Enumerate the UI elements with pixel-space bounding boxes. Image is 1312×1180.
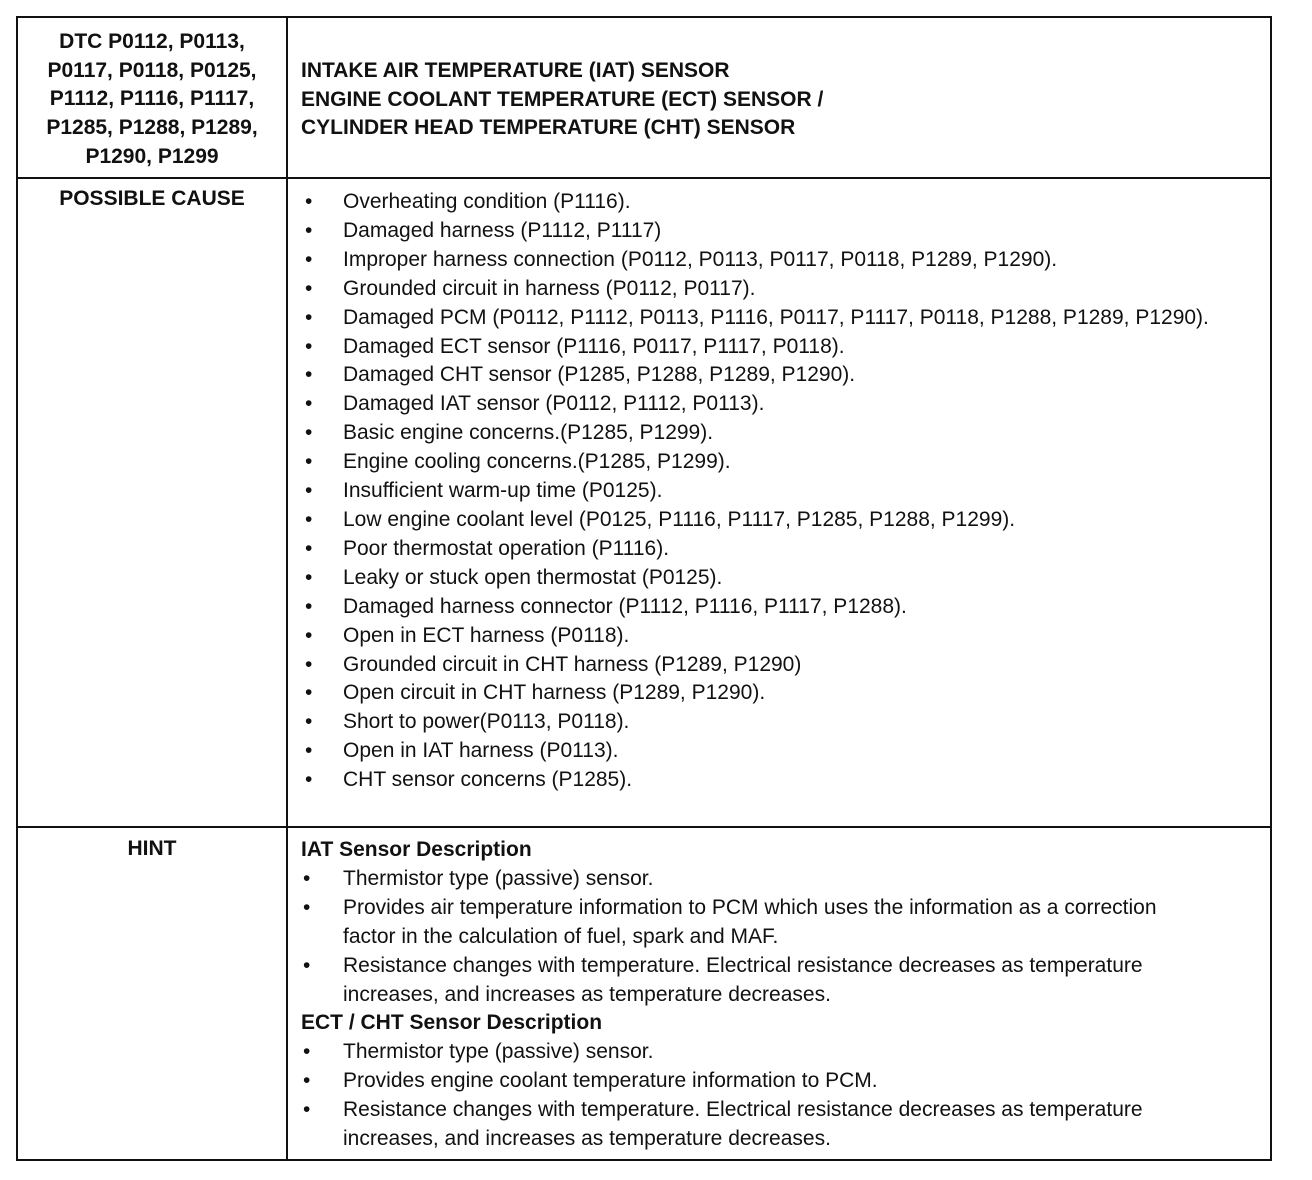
bullet-icon: •	[303, 866, 311, 890]
list-item	[299, 622, 1223, 651]
cause-text: Damaged ECT sensor (P1116, P0117, P1117, P0118).	[343, 334, 845, 358]
bullet-icon: •	[305, 652, 313, 676]
cause-text: Open circuit in CHT harness (P1289, P1290).	[343, 681, 766, 705]
bullet-icon: •	[303, 1040, 311, 1064]
list-item	[299, 304, 1223, 333]
bullet-icon: •	[305, 739, 313, 763]
iat-description-list	[301, 865, 1203, 1010]
hint-text: Resistance changes with temperature. Electrical resistance decreases as temperature increases, and increases as temperature decreases.	[343, 953, 1143, 1006]
list-item	[301, 1067, 1203, 1096]
hint-label: HINT	[127, 837, 177, 860]
hint-text: Provides air temperature information to PCM which uses the information as a correction factor in the calculation of fuel, spark and MAF.	[343, 895, 1157, 948]
dtc-reference-table	[16, 16, 1272, 1161]
bullet-icon: •	[305, 507, 313, 531]
ect-cht-description-heading: ECT / CHT Sensor Description	[301, 1011, 603, 1035]
hint-text: Thermistor type (passive) sensor.	[343, 1040, 654, 1064]
list-item	[299, 651, 1223, 680]
cause-text: Low engine coolant level (P0125, P1116, P1117, P1285, P1288, P1299).	[343, 507, 1016, 531]
list-item	[301, 865, 1203, 894]
bullet-icon: •	[305, 421, 313, 445]
column-divider	[286, 18, 288, 1159]
row-divider-header	[18, 177, 1270, 179]
cause-text: CHT sensor concerns (P1285).	[343, 768, 633, 792]
list-item	[299, 419, 1223, 448]
list-item	[301, 952, 1203, 1010]
list-item	[299, 564, 1223, 593]
bullet-icon: •	[305, 594, 313, 618]
list-item	[299, 275, 1223, 304]
bullet-icon: •	[303, 1069, 311, 1093]
list-item	[299, 246, 1223, 275]
bullet-icon: •	[303, 1098, 311, 1122]
dtc-code-line: P1290, P1299	[85, 144, 219, 168]
dtc-code-line: P1285, P1288, P1289,	[46, 116, 258, 140]
list-item	[301, 1096, 1203, 1154]
list-item	[299, 708, 1223, 737]
bullet-icon: •	[305, 681, 313, 705]
cause-text: Insufficient warm-up time (P0125).	[343, 479, 663, 503]
list-item	[299, 217, 1223, 246]
possible-cause-list	[299, 188, 1223, 795]
title-line: INTAKE AIR TEMPERATURE (IAT) SENSOR	[301, 59, 730, 82]
bullet-icon: •	[305, 190, 313, 213]
list-item	[301, 894, 1203, 952]
list-item	[299, 679, 1223, 708]
list-item	[299, 477, 1223, 506]
list-item	[299, 737, 1223, 766]
hint-text: Thermistor type (passive) sensor.	[343, 866, 654, 890]
title-line: ENGINE COOLANT TEMPERATURE (ECT) SENSOR /	[301, 87, 824, 111]
hint-content	[301, 836, 1203, 1154]
list-item	[299, 535, 1223, 564]
bullet-icon: •	[305, 565, 313, 589]
list-item	[299, 506, 1223, 535]
sensor-title	[301, 57, 823, 143]
cause-text: Overheating condition (P1116).	[343, 190, 631, 213]
cause-text: Damaged CHT sensor (P1285, P1288, P1289, P1290).	[343, 363, 856, 387]
bullet-icon: •	[305, 710, 313, 734]
list-item	[299, 448, 1223, 477]
bullet-icon: •	[303, 895, 311, 919]
dtc-code-line: DTC P0112, P0113,	[59, 30, 245, 53]
cause-text: Grounded circuit in CHT harness (P1289, P1290)	[343, 652, 802, 676]
possible-cause-label: POSSIBLE CAUSE	[59, 187, 245, 210]
cause-text: Engine cooling concerns.(P1285, P1299).	[343, 450, 731, 474]
cause-text: Damaged harness (P1112, P1117)	[343, 218, 662, 242]
bullet-icon: •	[305, 536, 313, 560]
bullet-icon: •	[305, 450, 313, 474]
cause-text: Damaged PCM (P0112, P1112, P0113, P1116, P0117, P1117, P0118, P1288, P1289, P1290).	[343, 305, 1209, 329]
bullet-icon: •	[305, 247, 313, 271]
dtc-code-line: P0117, P0118, P0125,	[47, 58, 257, 82]
list-item	[299, 188, 1223, 217]
bullet-icon: •	[305, 623, 313, 647]
cause-text: Improper harness connection (P0112, P0113, P0117, P0118, P1289, P1290).	[343, 247, 1058, 271]
bullet-icon: •	[305, 768, 313, 792]
cause-text: Open in IAT harness (P0113).	[343, 739, 619, 763]
ect-cht-description-list	[301, 1038, 1203, 1154]
list-item	[299, 766, 1223, 795]
row-divider-cause	[18, 826, 1270, 828]
list-item	[299, 593, 1223, 622]
bullet-icon: •	[303, 953, 311, 977]
bullet-icon: •	[305, 363, 313, 387]
hint-text: Provides engine coolant temperature information to PCM.	[343, 1069, 878, 1093]
cause-text: Damaged IAT sensor (P0112, P1112, P0113).	[343, 392, 765, 416]
bullet-icon: •	[305, 479, 313, 503]
bullet-icon: •	[305, 392, 313, 416]
cause-text: Leaky or stuck open thermostat (P0125).	[343, 565, 723, 589]
bullet-icon: •	[305, 334, 313, 358]
cause-text: Poor thermostat operation (P1116).	[343, 536, 670, 560]
bullet-icon: •	[305, 276, 313, 300]
cause-text: Grounded circuit in harness (P0112, P0117).	[343, 276, 756, 300]
bullet-icon: •	[305, 305, 313, 329]
cause-text: Short to power(P0113, P0118).	[343, 710, 630, 734]
bullet-icon: •	[305, 218, 313, 242]
list-item	[301, 1038, 1203, 1067]
iat-description-heading: IAT Sensor Description	[301, 838, 532, 861]
list-item	[299, 333, 1223, 362]
hint-text: Resistance changes with temperature. Electrical resistance decreases as temperature increases, and increases as temperature decreases.	[343, 1098, 1143, 1151]
dtc-codes-cell	[18, 28, 286, 172]
title-line: CYLINDER HEAD TEMPERATURE (CHT) SENSOR	[301, 116, 796, 140]
list-item	[299, 390, 1223, 419]
cause-text: Damaged harness connector (P1112, P1116, P1117, P1288).	[343, 594, 907, 618]
dtc-code-line: P1112, P1116, P1117,	[49, 87, 255, 111]
cause-text: Basic engine concerns.(P1285, P1299).	[343, 421, 714, 445]
cause-text: Open in ECT harness (P0118).	[343, 623, 630, 647]
list-item	[299, 361, 1223, 390]
